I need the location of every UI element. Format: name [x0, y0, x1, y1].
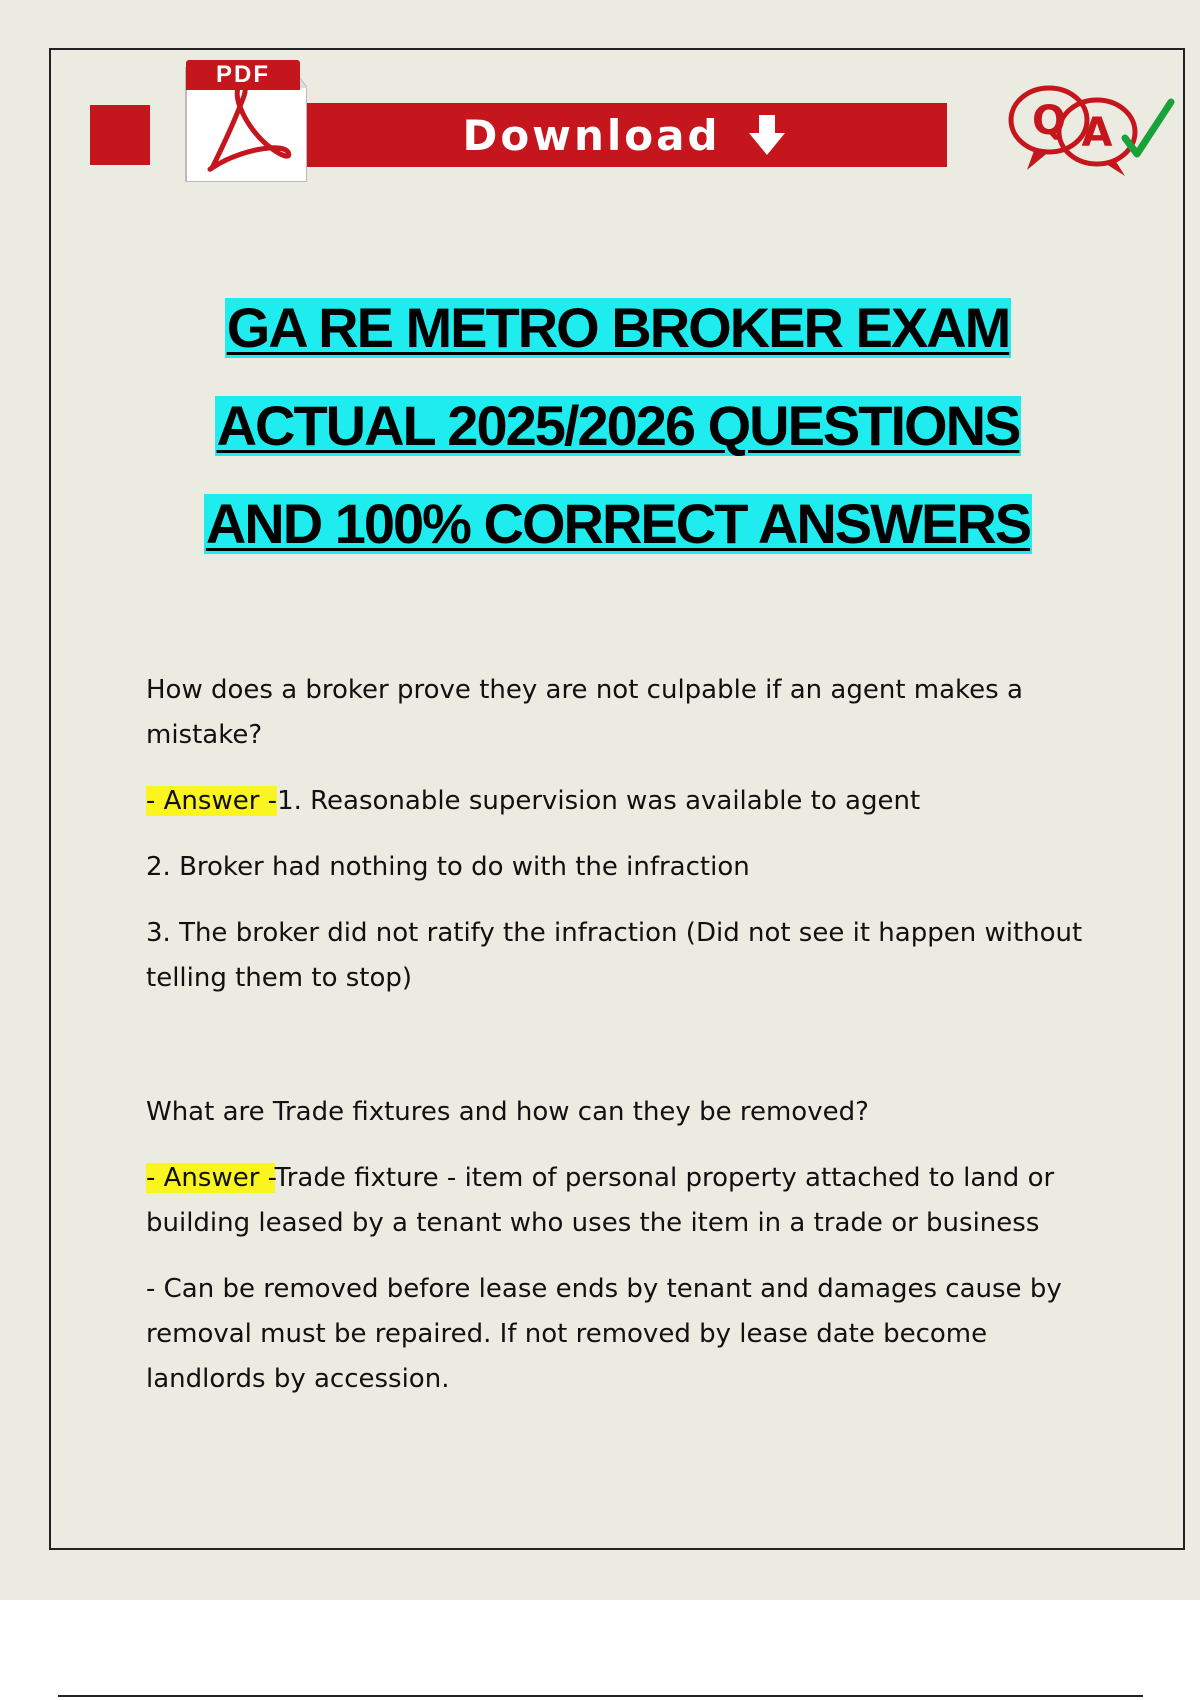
- question-1: How does a broker prove they are not culpable if an agent makes a mistake?: [146, 675, 1023, 750]
- answer-1-line-3: 3. The broker did not ratify the infraction (Did not see it happen without telling them to stop): [146, 918, 1083, 993]
- qa-content: [146, 668, 1106, 1423]
- title-line-2: ACTUAL 2025/2026 QUESTIONS: [216, 394, 1020, 457]
- banner-left-block: [90, 105, 150, 165]
- arrow-down-icon: [747, 113, 787, 157]
- answer-2-text: Trade fixture - item of personal property attached to land or building leased by a tenant who uses the item in a trade or business: [146, 1163, 1055, 1238]
- title-line-1: GA RE METRO BROKER EXAM: [226, 296, 1010, 359]
- document-title: [0, 298, 1200, 592]
- bottom-divider: [58, 1695, 1143, 1697]
- answer-1-first: [146, 779, 1106, 824]
- pdf-download-banner[interactable]: [90, 60, 860, 180]
- checkmark-icon: [1125, 102, 1171, 154]
- title-line-3: AND 100% CORRECT ANSWERS: [205, 492, 1031, 555]
- logo-q: Q: [1031, 98, 1067, 144]
- answer-2-first: [146, 1156, 1106, 1246]
- answer-marker: - Answer -: [146, 1163, 275, 1193]
- question-2: What are Trade fixtures and how can they be removed?: [146, 1097, 869, 1127]
- answer-marker: - Answer -: [146, 786, 278, 816]
- qa-check-logo: [1005, 78, 1175, 178]
- pdf-tab-label: PDF: [186, 60, 300, 90]
- answer-1-text: 1. Reasonable supervision was available to agent: [277, 786, 921, 816]
- answer-1-line-2: 2. Broker had nothing to do with the infraction: [146, 852, 750, 882]
- answer-2-line-2: - Can be removed before lease ends by tenant and damages cause by removal must be repaired. If not removed by lease date become landlords by accession.: [146, 1274, 1062, 1394]
- download-label: Download: [462, 110, 721, 160]
- logo-a: A: [1081, 110, 1113, 156]
- download-button[interactable]: [302, 103, 947, 167]
